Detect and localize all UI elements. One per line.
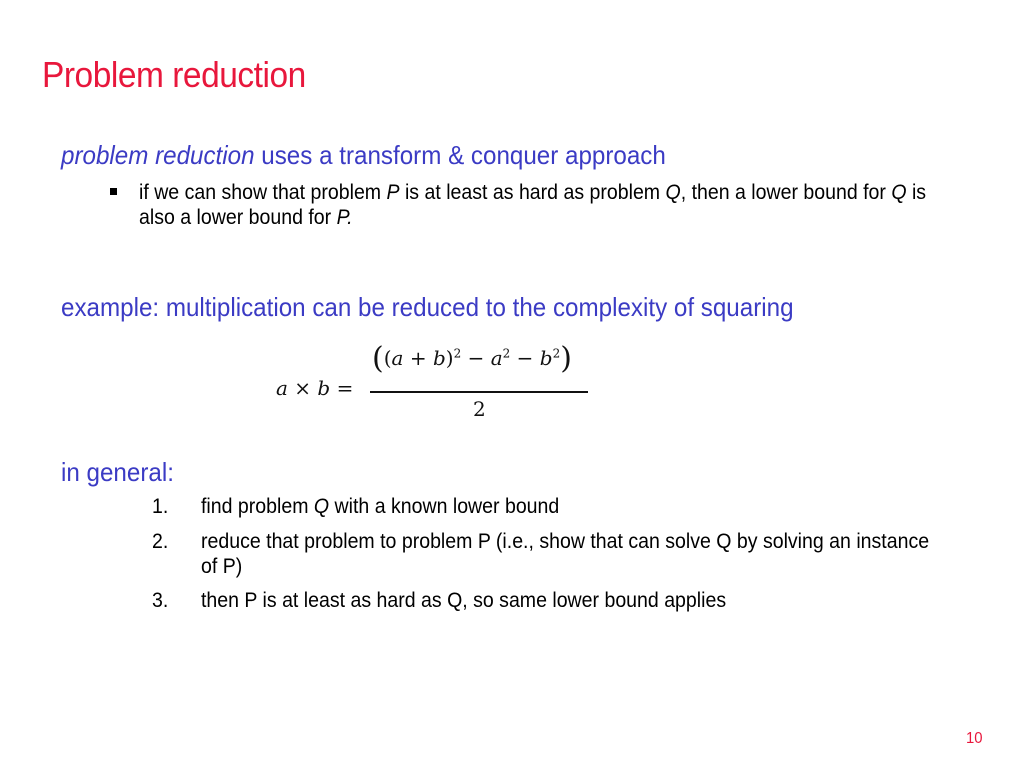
intro-rest: uses a transform & conquer approach	[254, 140, 666, 170]
list-number: 2.	[152, 530, 169, 553]
intro-line	[61, 140, 666, 171]
fraction-bar	[370, 391, 588, 393]
bullet-text-part: is also a lower bound for	[139, 181, 927, 229]
list-number: 3.	[152, 589, 169, 612]
general-heading: in general:	[61, 457, 174, 487]
bullet-text	[139, 180, 957, 230]
square-bullet-icon	[110, 188, 117, 195]
formula-times: ×	[287, 376, 318, 400]
squaring-formula	[276, 342, 596, 422]
bullet-var-p: P	[386, 181, 400, 204]
bullet-text-part: if we can show that problem	[139, 181, 387, 204]
formula-lhs	[276, 376, 353, 400]
bullet-var-q: Q	[891, 181, 907, 204]
list-text: then P is at least as hard as Q, so same lower bound applies	[201, 589, 727, 612]
bullet-text-part: is at least as hard as problem	[399, 181, 666, 204]
formula-numerator: $((a + b)^2 - a^2 - b^2)$	[372, 341, 572, 376]
bullet-text-part: , then a lower bound for	[680, 181, 892, 204]
formula-var-b: b	[317, 376, 331, 400]
list-text	[201, 494, 945, 519]
page-number: 10	[966, 730, 983, 747]
intro-emphasis: problem reduction	[61, 140, 255, 170]
formula-equals: =	[330, 376, 354, 400]
example-line: example: multiplication can be reduced to the complexity of squaring	[61, 292, 794, 322]
list-number: 1.	[152, 495, 169, 518]
formula-denominator: 2	[473, 397, 486, 421]
list-text: reduce that problem to problem P (i.e., show that can solve Q by solving an instance of P)	[201, 530, 930, 578]
list-text-part: find problem	[201, 495, 314, 518]
slide-title: Problem reduction	[42, 54, 306, 95]
bullet-var-p: P.	[336, 206, 353, 229]
list-text-part: with a known lower bound	[329, 495, 560, 518]
list-var-q: Q	[313, 495, 330, 518]
formula-var-a: a	[276, 376, 288, 400]
bullet-var-q: Q	[665, 181, 681, 204]
